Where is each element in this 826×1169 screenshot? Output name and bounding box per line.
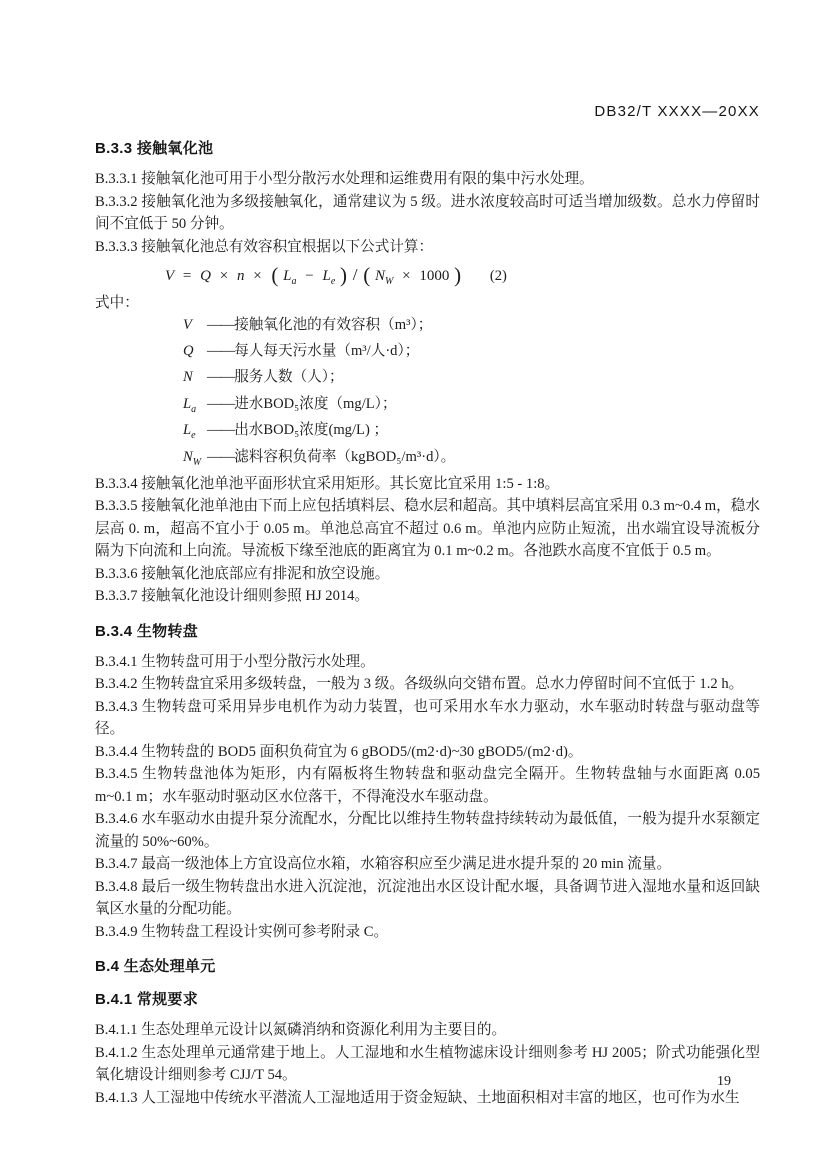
page-number: 19 xyxy=(717,1074,731,1089)
para-b3-4-4: B.3.4.4 生物转盘的 BOD5 面积负荷宜为 6 gBOD5/(m2·d)~30 gBOD5/(m2·d)。 xyxy=(95,743,583,760)
heading-b3-4: B.3.4 生物转盘 xyxy=(95,622,199,640)
heading-b3-3: B.3.3 接触氧化池 xyxy=(95,140,214,157)
para-b3-3-2: B.3.3.2 接触氧化池为多级接触氧化，通常建议为 5 级。进水浓度较高时可适当增加级数。总水力停留时间不宜低于 50 分钟。 xyxy=(95,193,760,232)
formula-op-divide: / xyxy=(352,265,358,284)
formula-sub-e: e xyxy=(330,276,336,287)
variable-description: 接触氧化池的有效容积（m³）； xyxy=(234,316,433,333)
para-b3-4-8: B.3.4.8 最后一级生物转盘出水进入沉淀池，沉淀池出水区设计配水堰，具备调节进入湿地水量和返回缺氧区水量的分配功能。 xyxy=(95,878,760,918)
para-b4-1-1: B.4.1.1 生态处理单元设计以氮磷消纳和资源化利用为主要目的。 xyxy=(95,1022,507,1039)
variable-dash: —— xyxy=(207,316,235,333)
heading-b4-1: B.4.1 常规要求 xyxy=(95,991,199,1009)
formula-op-times: × xyxy=(219,268,229,284)
para-b3-3-5: B.3.3.5 接触氧化池单池由下而上应包括填料层、稳水层和超高。其中填料层高宜采用 0.3 m~0.4 m，稳水层高 0. m，超高不宜小于 0.05 m。单池总高宜不超过 0.6 m。单池内应防止短流，出水端宜设导流板分隔为下向流和上向流。导流板下缘至池底的距离宜为 0.1 m~0.2 m。各池跌水高度不宜低于 0.5 m。 xyxy=(95,498,760,560)
formula-paren-close: ) xyxy=(454,263,462,287)
para-b3-4-9: B.3.4.9 生物转盘工程设计实例可参考附录 C。 xyxy=(95,923,389,940)
para-b3-4-7: B.3.4.7 最高一级池体上方宜设高位水箱，水箱容积应至少满足进水提升泵的 20 min 流量。 xyxy=(95,856,672,873)
variable-symbol: $L_a$ xyxy=(183,395,197,415)
variable-symbol: Q xyxy=(183,342,194,359)
formula-const-1000: 1000 xyxy=(419,268,450,284)
formula-sub-a: a xyxy=(291,276,297,287)
formula-paren-open: ( xyxy=(363,263,371,287)
para-b3-4-5: B.3.4.5 生物转盘池体为矩形，内有隔板将生物转盘和驱动盘完全隔开。生物转盘轴与水面距离 0.05 m~0.1 m；水车驱动时驱动区水位落干，不得淹没水车驱动盘。 xyxy=(95,766,760,805)
para-b3-3-7: B.3.3.7 接触氧化池设计细则参照 HJ 2014。 xyxy=(95,588,370,605)
para-b3-3-3: B.3.3.3 接触氧化池总有效容积宜根据以下公式计算： xyxy=(95,238,434,255)
page-content xyxy=(95,0,760,1109)
formula-sub-w: W xyxy=(385,276,394,287)
para-b3-3-1: B.3.3.1 接触氧化池可用于小型分散污水处理和运维费用有限的集中污水处理。 xyxy=(95,171,594,187)
para-b3-3-6: B.3.3.6 接触氧化池底部应有排泥和放空设施。 xyxy=(95,565,390,582)
variable-dash: —— xyxy=(207,422,235,439)
para-b4-1-2: B.4.1.2 生态处理单元通常建于地上。人工湿地和水生植物滤床设计细则参考 HJ 2005；阶式功能强化型氧化塘设计细则参考 CJJ/T 54。 xyxy=(95,1044,760,1084)
variable-symbol: $N_W$ xyxy=(183,448,202,468)
variable-description: 服务人数（人）； xyxy=(234,369,344,386)
formula-where-label: 式中： xyxy=(95,295,139,311)
formula-var-V: V xyxy=(165,268,175,284)
formula-var-La: L xyxy=(283,268,292,284)
doc-code: DB32/T XXXX—20XX xyxy=(594,103,760,120)
formula-op-times: × xyxy=(402,268,411,284)
formula-number: (2) xyxy=(489,268,507,284)
variable-symbol: N xyxy=(183,369,193,386)
variable-definition-Nw xyxy=(183,447,760,473)
formula-var-Q: Q xyxy=(200,268,211,284)
para-b3-4-2: B.3.4.2 生物转盘宜采用多级转盘，一般为 3 级。各级纵向交错布置。总水力停留时间不宜低于 1.2 h。 xyxy=(95,676,744,693)
variable-description: 滤料容积负荷率（kgBOD₅/m³·d）。 xyxy=(234,448,456,465)
variable-dash: —— xyxy=(207,395,235,412)
para-b4-1-3: B.4.1.3 人工湿地中传统水平潜流人工湿地适用于资金短缺、土地面积相对丰富的地区，也可作为水生 xyxy=(95,1089,740,1106)
variable-definition-N xyxy=(183,367,760,393)
variable-dash: —— xyxy=(207,369,235,386)
para-b3-4-3: B.3.4.3 生物转盘可采用异步电机作为动力装置，也可采用水车水力驱动，水车驱动时转盘与驱动盘等径。 xyxy=(95,698,760,738)
formula-op-minus: − xyxy=(305,268,314,284)
para-b3-4-1: B.3.4.1 生物转盘可用于小型分散污水处理。 xyxy=(95,653,375,670)
formula-var-Nw: N xyxy=(375,268,386,284)
formula-op-equals: = xyxy=(182,268,192,284)
variable-dash: —— xyxy=(207,342,235,359)
formula-paren-close: ) xyxy=(340,263,348,287)
variable-symbol: V xyxy=(183,316,192,333)
heading-b4: B.4 生态处理单元 xyxy=(95,958,216,976)
formula-op-times: × xyxy=(253,268,262,284)
variable-description: 进水BOD₅浓度（mg/L）； xyxy=(234,395,397,412)
variable-dash: —— xyxy=(207,448,235,465)
para-b3-4-6: B.3.4.6 水车驱动水由提升泵分流配水，分配比以维持生物转盘持续转动为最低值，一般为提升水泵额定流量的 50%~60%。 xyxy=(95,811,760,850)
variable-definition-La xyxy=(183,394,760,420)
para-b3-3-4: B.3.3.4 接触氧化池单池平面形状宜采用矩形。其长宽比宜采用 1:5 - 1:8。 xyxy=(95,475,560,492)
variable-definition-V xyxy=(183,315,760,341)
formula-paren-open: ( xyxy=(271,263,279,287)
variable-definition-Le xyxy=(183,420,760,446)
page-header xyxy=(95,0,760,120)
variable-symbol: $L_e$ xyxy=(183,422,196,442)
variable-description: 出水BOD₅浓度(mg/L) ； xyxy=(234,422,389,439)
formula-var-n: n xyxy=(236,268,245,284)
formula-equation-2 xyxy=(165,262,760,288)
formula-var-Le: L xyxy=(322,268,331,284)
variable-definition-Q xyxy=(183,341,760,367)
variable-description: 每人每天污水量（m³/人·d）； xyxy=(234,342,420,359)
